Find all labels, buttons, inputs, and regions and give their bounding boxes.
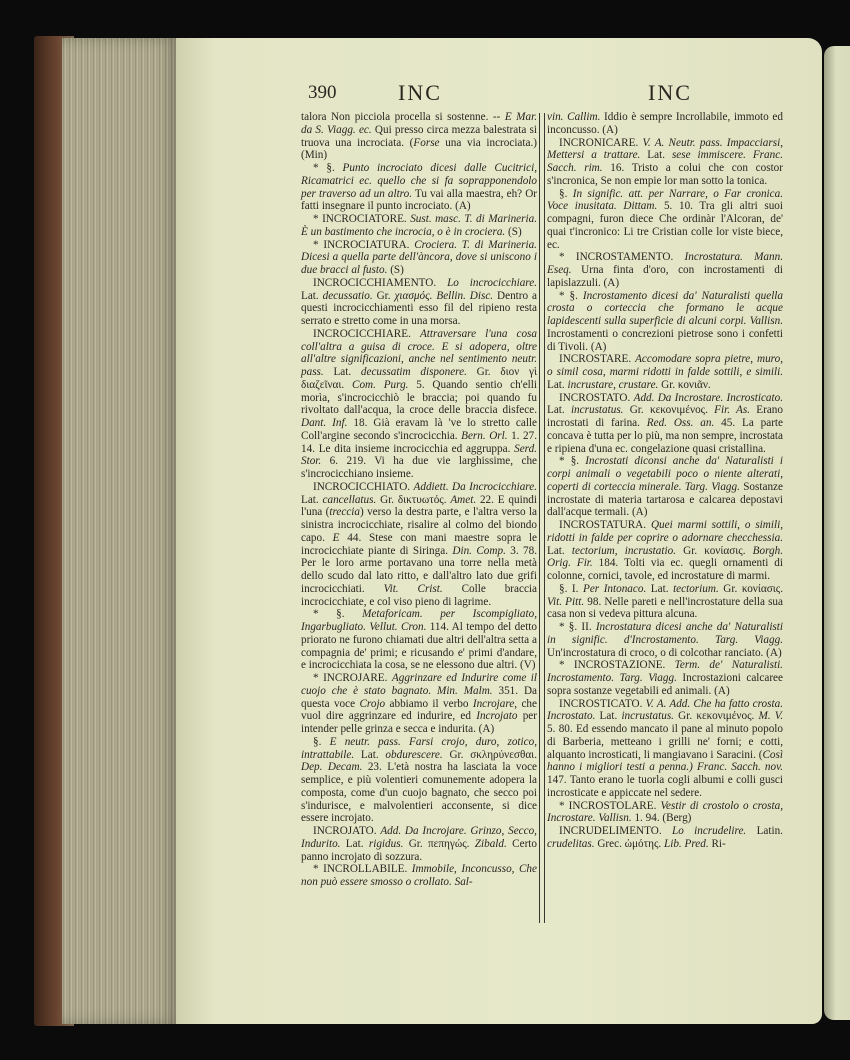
entry-text: INCROCICCHIATO.: [313, 480, 414, 493]
entry-text: INCROJATO.: [313, 825, 381, 837]
entry-text: per intender pelle grinza e secca e indurita. (A): [301, 710, 537, 735]
entry-text: 114. Al tempo del detto priorato ne furono chiamati due altri dell'altra setta a compagnia de' primi; e ricusando e' primi d'andare, e incrocicchiata la cosa, se ne elessono due altri. (V): [301, 621, 538, 672]
entry-text: Dentro a questi incrocicchiamenti esso fil del ripieno resta serrato e stretto come in una morsa.: [301, 289, 537, 327]
entry-text: Lat.: [595, 710, 622, 723]
entry-text: Lat.: [547, 404, 571, 417]
page-edges: [62, 38, 180, 1024]
entry-text: Gr. κονίασις.: [718, 582, 783, 595]
dictionary-entry: [301, 825, 537, 863]
entry-text: 1. 94. (Berg): [631, 812, 692, 825]
entry-text: INCROCICCHIAMENTO.: [313, 276, 448, 289]
entry-italic-text: incrustatus.: [621, 710, 674, 723]
entry-italic-text: treccia: [329, 506, 361, 519]
entry-italic-text: Bern. Orl.: [461, 429, 508, 442]
entry-text: * §.: [313, 162, 343, 174]
entry-italic-text: Vestir di crostolo o crosta, Incrostare. Vallisn.: [547, 799, 783, 825]
guide-word-left: INC: [398, 80, 442, 105]
entry-italic-text: Incrostatura dicesi anche da' Naturalisti in signific. d'Incrostamento. Targ. Viagg.: [547, 621, 784, 646]
entry-text: Gr. σκληρύνεσθαι.: [442, 748, 537, 761]
entry-text: (S): [505, 225, 522, 238]
entry-text: Lat.: [354, 748, 386, 761]
entry-text: 5. 80. Ed essendo mancato il pane al minuto popolo di Barberia, metteano i grilli ne' forni; e cotti, alquanto incrosticati, li mangiavano i Saracini. (: [547, 723, 783, 761]
dictionary-entry: [547, 188, 783, 252]
entry-italic-text: V. A. Neutr. pass. Impacciarsi, Mettersi a trattare.: [547, 136, 783, 162]
entry-italic-text: Incrostamento dicesi da' Naturalisti quella crosta o corteccia che formano le acque lapidescenti sulla superficie di alcuni corpi. Vallisn.: [547, 289, 783, 327]
entry-italic-text: Amet.: [450, 493, 477, 506]
dictionary-entry: [547, 290, 783, 354]
entry-italic-text: decussatim disponere.: [360, 366, 467, 378]
entry-text: abbiamo il verbo: [385, 697, 473, 710]
entry-text: 23. L'età nostra ha lasciata la voce semplice, e più volentieri comunemente adopera la composta, come d'un cuojo bagnato, che secco poi s'indurisce, e malvolentieri acconsente, si dice essere incrojato.: [301, 761, 537, 825]
entry-text: Sostanze incrostate di materia tartarosa e calcarea depostavi dall'acque termali. (A): [547, 480, 783, 519]
entry-italic-text: Zibald.: [474, 837, 507, 850]
entry-italic-text: Sust. masc. T. di Marineria. È un bastimento che incrocia, o è in crociera.: [301, 213, 537, 238]
entry-italic-text: Fir. As.: [714, 404, 751, 417]
entry-italic-text: Addiett. Da Incrocicchiare.: [413, 480, 537, 493]
dictionary-entry: [547, 621, 783, 659]
entry-text: una via incrociata.) (Min): [301, 136, 537, 162]
entry-text: 45. La parte concava è tutta per lo più, ma non sempre, incrostata e ripiena d'una ec. congelazione quasi cristallina.: [547, 417, 783, 455]
entry-italic-text: vin. Callim.: [547, 111, 601, 123]
entry-text: 147. Tanto erano le tuorla cogli albumi e colli gusci incrosticate e appiccate nel sedere.: [547, 774, 783, 799]
entry-text: Lat.: [323, 366, 361, 378]
entry-text: Latin.: [746, 825, 783, 837]
entry-italic-text: incrustatus.: [570, 404, 624, 417]
entry-text: 5. Quando sentio ch'elli morìa, s'incrocicchiò le braccia; poi quando fu rivoltato dall'acqua, la croce delle braccia disfece.: [301, 378, 537, 417]
dictionary-entry: [301, 111, 537, 162]
dictionary-entry: [547, 392, 783, 456]
guide-word-right: INC: [648, 80, 692, 105]
dictionary-entry: [301, 736, 537, 825]
column-divider: [539, 113, 545, 923]
entry-text: 1. 27. 14. Le dita insieme incrocicchia ed aggruppa.: [301, 429, 537, 455]
entry-italic-text: M. V.: [758, 710, 783, 723]
entry-text: * INCROCIATORE.: [313, 213, 411, 225]
entry-italic-text: Com. Purg.: [352, 378, 409, 391]
entry-text: * §. II.: [559, 621, 596, 633]
entry-text: Gr. κονίασις.: [676, 544, 753, 557]
page-number: 390: [308, 82, 337, 103]
dictionary-entry: [547, 353, 783, 391]
entry-text: INCROSTARE.: [559, 353, 636, 366]
entry-italic-text: Forse: [413, 136, 440, 149]
entry-text: * INCROSTOLARE.: [559, 799, 661, 812]
entry-italic-text: Dant. Inf.: [301, 417, 348, 429]
entry-italic-text: Lo incrocicchiare.: [447, 276, 537, 289]
entry-text: Lat.: [301, 493, 323, 506]
dictionary-entry: [547, 698, 783, 800]
entry-text: (S): [387, 264, 404, 276]
dictionary-entry: [547, 825, 783, 851]
entry-text: * INCROJARE.: [313, 672, 392, 684]
entry-italic-text: Attraversare l'una cosa coll'altra a guisa di croce. E si adopera, oltre all'altre significazioni, anche nel sentimento neutr. pass.: [301, 327, 537, 378]
entry-text: INCROSTICATO.: [559, 697, 646, 710]
entry-text: * INCROSTAZIONE.: [559, 659, 675, 672]
entry-text: 98. Nelle pareti e nell'incrostature della sua casa non si vedeva pittura alcuna.: [547, 595, 783, 621]
entry-text: che vuol dire aggrinzare ed indurire, ed: [301, 697, 537, 723]
dictionary-entry: [547, 137, 783, 188]
entry-text: §.: [313, 735, 330, 748]
entry-italic-text: Lo incrudelire.: [671, 825, 747, 837]
entry-text: Gr. κονιᾶν.: [658, 378, 711, 391]
dictionary-entry: [301, 213, 537, 239]
entry-italic-text: Lib. Pred.: [664, 837, 709, 850]
facing-page-edge: [824, 46, 850, 1020]
entry-italic-text: decussatio.: [322, 289, 373, 302]
entry-text: * INCROSTAMENTO.: [559, 251, 685, 264]
entry-italic-text: Punto incrociato dicesi dalle Cucitrici, Ricamatrici ec. quello che si fa soprapponendolo per traverso ad un altro.: [301, 162, 537, 200]
dictionary-entry: [547, 583, 783, 621]
dictionary-entry: [301, 328, 537, 481]
entry-text: 18. Già eravam là 've lo stretto calle Coll'argine secondo s'incrocicchia.: [301, 417, 538, 442]
entry-text: Lat.: [640, 149, 672, 162]
entry-text: talora Non picciola procella si sostenne. --: [301, 111, 505, 123]
entry-italic-text: cancellatus.: [322, 493, 377, 506]
entry-italic-text: rigidus.: [368, 837, 404, 850]
dictionary-entry: [547, 111, 783, 137]
entry-text: 5. 10. Tra gli altri suoi compagni, furon diece Che ordinàr l'Alcoran, de' quai t'incronico: Li tre Cristian colle lor viste biece, ec.: [547, 200, 784, 251]
entry-text: §. I.: [559, 582, 583, 595]
entry-text: Un'incrostatura di croco, o di colcothar ranciato. (A): [547, 646, 782, 659]
entry-text: Urna finta d'oro, con incrostamenti di lapislazzuli. (A): [547, 264, 783, 289]
dictionary-entry: [301, 481, 537, 609]
entry-text: Incrostamenti o concrezioni pietrose sono i confetti di Tivoli. (A): [547, 327, 783, 353]
entry-text: INCROSTATURA.: [559, 519, 651, 531]
entry-italic-text: Add. Da Incrojare. Grinzo, Secco, Indurito.: [301, 825, 537, 850]
entry-text: Lat.: [301, 289, 323, 302]
entry-italic-text: Vit. Crist.: [383, 582, 443, 595]
entry-italic-text: Incrojare,: [472, 697, 518, 710]
entry-text: 44. Stese con mani maestre sopra le incrocicchiate piante di Siringa.: [301, 531, 537, 557]
entry-italic-text: Aggrinzare ed Indurire come il cuojo che è stato bagnato. Min. Malm.: [301, 672, 537, 697]
entry-italic-text: incrustare, crustare.: [567, 378, 659, 391]
entry-text: Colle braccia incrocicchiate, e col viso pieno di lagrime.: [301, 582, 537, 608]
entry-text: INCROSTATO.: [559, 391, 634, 404]
entry-italic-text: Incrojato: [476, 710, 518, 723]
dictionary-entry: [547, 251, 783, 289]
entry-text: * INCROCIATURA.: [313, 238, 415, 251]
dictionary-entry: [301, 863, 537, 889]
entry-text: 3. 78. Per le loro arme portavano una torre nella metà dello scudo dal lato ritto, e dall'altro lato due grifi incrocicchiati.: [301, 544, 537, 595]
entry-italic-text: Immobile, Inconcusso, Che non può essere smosso o crollato. Sal-: [301, 863, 537, 888]
entry-text: 16. Tristo a colui che con costor s'incronica, Se non empie lor man sotto la tonica.: [547, 162, 783, 187]
entry-italic-text: Red. Oss. an.: [646, 417, 715, 429]
entry-italic-text: χιασμός. Bellin. Disc.: [394, 289, 494, 302]
left-column: [301, 111, 537, 889]
entry-italic-text: Add. Da Incrostare. Incrosticato.: [633, 391, 783, 404]
entry-text: Grec. ὠμότης.: [594, 837, 664, 850]
entry-italic-text: E Mar. da S. Viagg. ec.: [301, 111, 537, 136]
entry-italic-text: Incrostatura. Mann. Eseq.: [547, 251, 784, 276]
entry-text: INCROCICCHIARE.: [313, 327, 420, 340]
right-column: [547, 111, 783, 851]
entry-italic-text: E neutr. pass. Farsi crojo, duro, zotico, intrattabile.: [301, 735, 537, 761]
entry-text: Certo panno incrojato di sozzura.: [301, 837, 537, 863]
entry-italic-text: Vit. Pitt.: [547, 595, 585, 608]
entry-italic-text: Accomodare sopra pietre, muro, o simil cosa, marmi ridotti in falde sottili, e simili.: [547, 353, 784, 378]
dictionary-entry: [301, 277, 537, 328]
entry-text: Tu vai alla maestra, eh? Or fatti insegnare il punto incrociato. (A): [301, 187, 538, 213]
entry-italic-text: Quei marmi sottili, o simili, ridotti in falde per coprire o adornare checchessia.: [547, 519, 783, 544]
entry-text: Gr. πεπηγώς.: [403, 837, 475, 850]
entry-text: 6. 219. Vi ha due vie larghissime, che s'incrocicchiano insieme.: [301, 455, 537, 480]
entry-italic-text: E: [332, 531, 340, 544]
entry-text: Lat.: [547, 544, 572, 557]
entry-italic-text: sese immiscere. Franc. Sacch. rim.: [547, 149, 783, 174]
dictionary-entry: [547, 659, 783, 697]
entry-text: ) verso la destra parte, e l'altra verso la sinistra incrocicchiate, risalire al colmo del biondo capo.: [301, 506, 537, 544]
entry-text: Erano incrostati di farina.: [547, 404, 783, 429]
entry-text: * INCROLLABILE.: [313, 863, 412, 876]
entry-text: * §.: [313, 608, 363, 621]
entry-italic-text: Term. de' Naturalisti. Incrostamento. Targ. Viagg.: [547, 659, 783, 684]
entry-text: Gr. δικτυωτός.: [376, 493, 451, 506]
entry-text: * §.: [559, 289, 583, 302]
entry-text: 184. Tolti via ec. quegli ornamenti di colonne, cornici, tavole, ed incrostature di marmi.: [547, 557, 783, 582]
entry-italic-text: Crojo: [359, 697, 386, 710]
entry-italic-text: Incrostati diconsi anche da' Naturalisti i corpi animali o vegetabili poco o niente alterati, coperti di corteccia minerale. Targ. Viagg.: [547, 455, 783, 493]
entry-italic-text: Così hanno i migliori testi a penna.) Franc. Sacch. nov.: [547, 748, 783, 774]
entry-text: Lat.: [547, 378, 568, 391]
entry-text: §.: [559, 187, 573, 200]
entry-text: Gr. κεκονιμένος.: [673, 710, 759, 723]
entry-text: 351. Da questa voce: [301, 684, 538, 710]
entry-text: Gr. διον γὶ διαζεῖναι.: [301, 366, 537, 391]
entry-text: Qui presso circa mezza balestrata si truova una incrociata. (: [301, 123, 537, 149]
entry-text: Lat.: [340, 837, 369, 850]
entry-text: Gr. κεκονιμένος.: [623, 404, 715, 417]
dictionary-entry: [547, 519, 783, 583]
entry-text: 22. E quindi l'una (: [301, 493, 537, 519]
entry-italic-text: obdurescere.: [385, 748, 443, 761]
entry-text: Ri-: [708, 837, 726, 850]
entry-text: Incrostazioni calcaree sopra sostanze vegetabili ed animali. (A): [547, 672, 783, 697]
entry-text: Lat.: [646, 582, 674, 595]
entry-text: Iddio è sempre Incrollabile, immoto ed inconcusso. (A): [547, 111, 783, 136]
dictionary-entry: [547, 455, 783, 519]
entry-italic-text: Metaforicam. per Iscompigliato, Ingarbugliato. Vellut. Cron.: [301, 608, 537, 633]
entry-italic-text: Crociera. T. di Marineria. Dicesi a quella parte dell'àncora, dove si uniscono i due bracci al fusto.: [301, 238, 537, 276]
dictionary-entry: [301, 239, 537, 277]
entry-italic-text: crudelitas.: [547, 837, 595, 850]
entry-italic-text: Serd. Stor.: [301, 442, 537, 468]
dictionary-entry: [547, 800, 783, 826]
entry-text: Gr.: [372, 289, 395, 302]
dictionary-entry: [301, 162, 537, 213]
entry-text: * §.: [559, 455, 586, 468]
dictionary-entry: [301, 608, 537, 672]
entry-italic-text: In signific. att. per Narrare, o Far cronica. Voce inusitata. Dittam.: [547, 187, 783, 213]
dictionary-entry: [301, 672, 537, 736]
entry-italic-text: Borgh. Orig. Fir.: [547, 544, 784, 570]
entry-text: INCRONICARE.: [559, 136, 643, 149]
entry-italic-text: Dep. Decam.: [301, 761, 363, 774]
entry-italic-text: Per Intonaco.: [583, 582, 647, 595]
entry-italic-text: Din. Comp.: [452, 544, 506, 557]
entry-text: INCRUDELIMENTO.: [559, 825, 672, 837]
entry-italic-text: tectorium.: [673, 582, 719, 595]
entry-italic-text: V. A. Add. Che ha fatto crosta. Incrostato.: [547, 697, 783, 723]
entry-italic-text: tectorium, incrustatio.: [571, 544, 676, 557]
